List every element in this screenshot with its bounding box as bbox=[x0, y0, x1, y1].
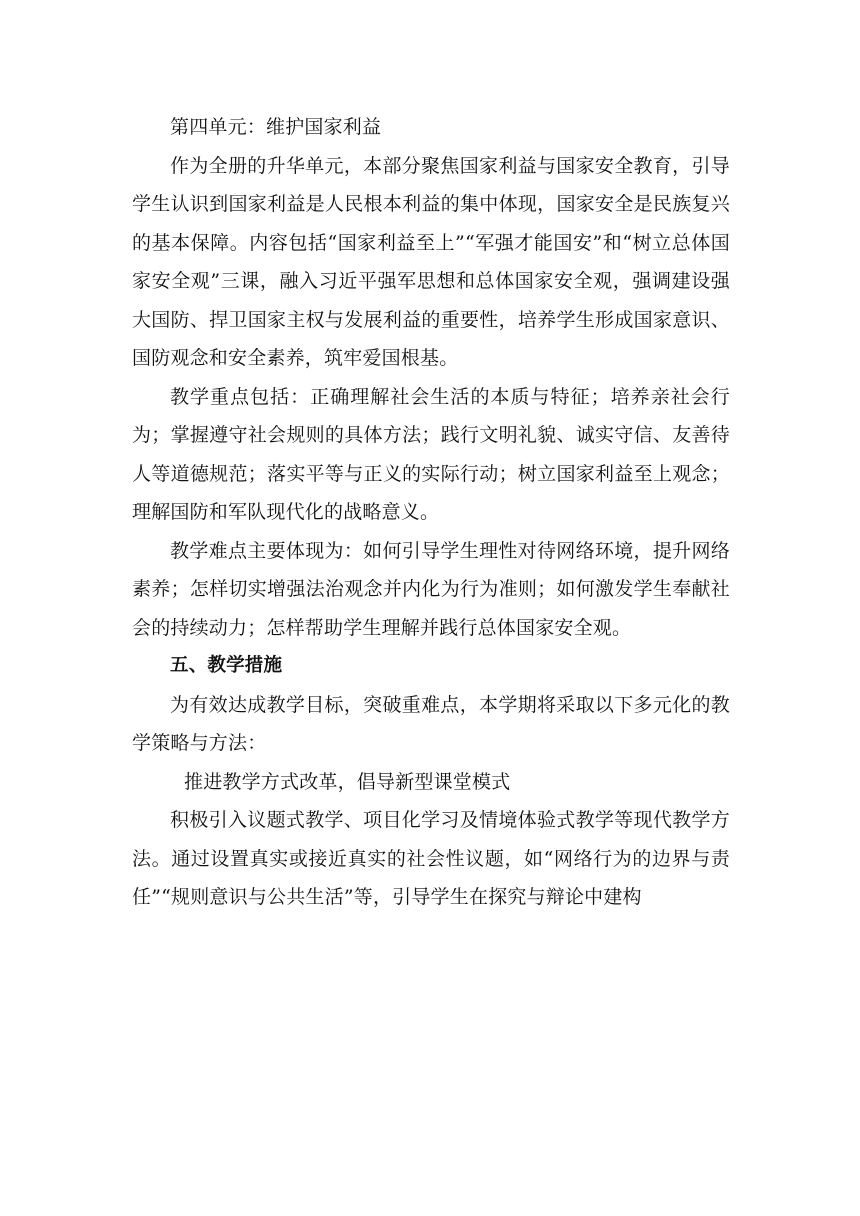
teaching-difficulties-paragraph: 教学难点主要体现为：如何引导学生理性对待网络环境，提升网络素养；怎样切实增强法治观念并内化为行为准则；如何激发学生奉献社会的持续动力；怎样帮助学生理解并践行总体国家安全观。 bbox=[132, 539, 730, 639]
measure-one-title: 推进教学方式改革，倡导新型课堂模式 bbox=[184, 770, 511, 793]
unit-four-intro-paragraph: 作为全册的升华单元，本部分聚焦国家利益与国家安全教育，引导学生认识到国家利益是人民根本利益的集中体现，国家安全是民族复兴的基本保障。内容包括“国家利益至上”“军强才能国安”和“树立总体国家安全观”三课，融入习近平强军思想和总体国家安全观，强调建设强大国防、捍卫国家主权与发展利益的重要性，培养学生形成国家意识、国防观念和安全素养，筑牢爱国根基。 bbox=[132, 154, 730, 369]
measures-intro-paragraph: 为有效达成教学目标，突破重难点，本学期将采取以下多元化的教学策略与方法： bbox=[132, 693, 730, 754]
measure-one-body-paragraph: 积极引入议题式教学、项目化学习及情境体验式教学等现代教学方法。通过设置真实或接近真实的社会性议题，如“网络行为的边界与责任”“规则意识与公共生活”等，引导学生在探究与辩论中建构 bbox=[132, 809, 730, 908]
teaching-key-points-paragraph: 教学重点包括：正确理解社会生活的本质与特征；培养亲社会行为；掌握遵守社会规则的具体方法；践行文明礼貌、诚实守信、友善待人等道德规范；落实平等与正义的实际行动；树立国家利益至上观念；理解国防和军队现代化的战略意义。 bbox=[132, 385, 730, 523]
unit-four-title: 第四单元：维护国家利益 bbox=[170, 116, 382, 138]
document-body bbox=[132, 108, 730, 917]
section-five-heading: 五、教学措施 bbox=[170, 655, 283, 676]
